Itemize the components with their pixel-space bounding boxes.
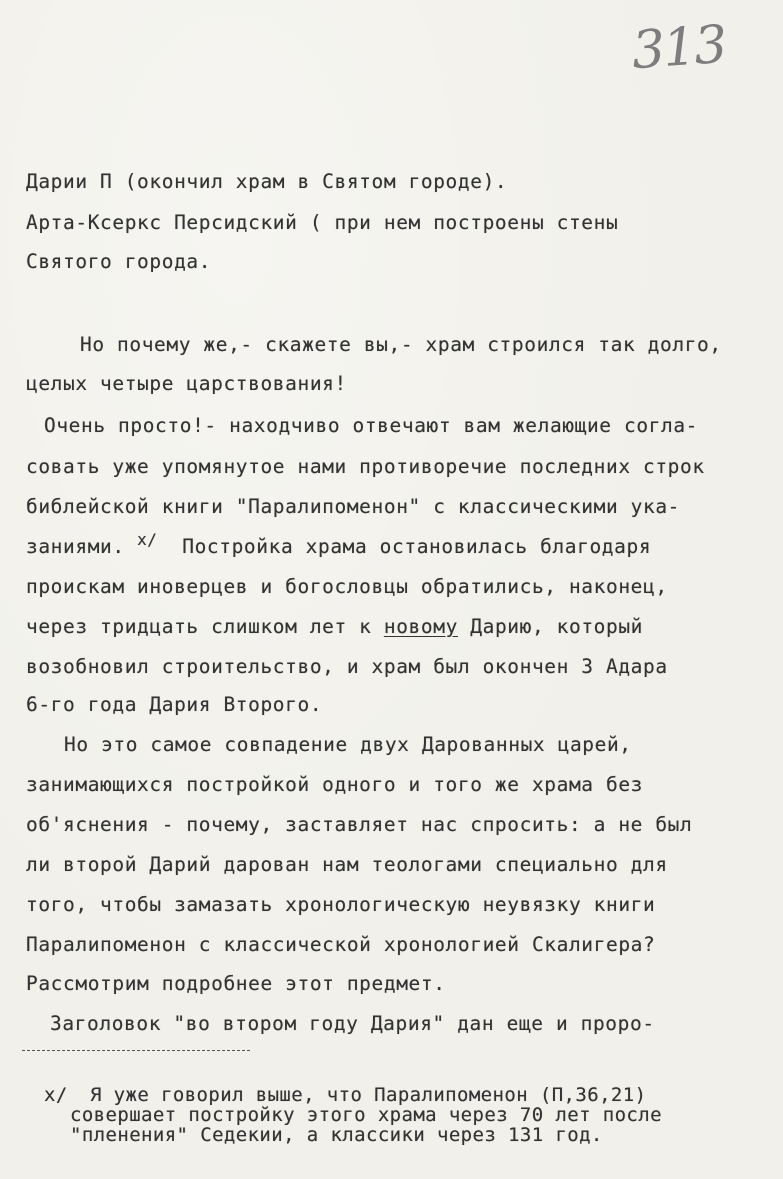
footnote-line: совершает постройку этого храма через 70 лет после bbox=[70, 1104, 662, 1126]
text-line: Святого города. bbox=[26, 250, 212, 273]
text-line: ли второй Дарий дарован нам теологами специально для bbox=[26, 853, 668, 876]
footnote-separator bbox=[22, 1050, 250, 1051]
footnote-marker: х/ bbox=[44, 1084, 68, 1106]
footnote-line: Я уже говорил выше, что Паралипоменон (П,36,21) bbox=[90, 1084, 647, 1106]
text-line: Заголовок "во втором году Дария" дан еще и проро- bbox=[50, 1012, 655, 1035]
text-line: занимающихся постройкой одного и того же храма без bbox=[26, 773, 643, 796]
text-fragment: Постройка храма остановилась благодаря bbox=[182, 535, 652, 558]
text-line: Но это самое совпадение двух Дарованных царей, bbox=[64, 733, 632, 756]
page-number: 313 bbox=[630, 14, 728, 82]
text-line: того, чтобы замазать хронологическую неувязку книги bbox=[26, 893, 656, 916]
text-line: Рассмотрим подробнее этот предмет. bbox=[26, 972, 446, 995]
text-line: Но почему же,- скажете вы,- храм строился так долго, bbox=[80, 333, 722, 356]
footnote-reference: х/ bbox=[137, 530, 158, 549]
text-line bbox=[26, 615, 643, 638]
text-fragment: Дарию, который bbox=[470, 615, 644, 638]
text-line: Дарии П (окончил храм в Святом городе). bbox=[26, 170, 508, 193]
text-fragment: через тридцать слишком лет к bbox=[26, 615, 372, 638]
text-line: Арта-Ксеркс Персидский ( при нем построены стены bbox=[26, 211, 619, 234]
text-line: совать уже упомянутое нами противоречие последних строк bbox=[26, 455, 705, 478]
text-line: возобновил строительство, и храм был окончен 3 Адара bbox=[26, 655, 668, 678]
text-line: Паралипоменон с классической хронологией Скалигера? bbox=[26, 933, 656, 956]
text-line bbox=[26, 530, 652, 558]
text-fragment: заниями. bbox=[26, 535, 125, 558]
text-line: об'яснения - почему, заставляет нас спросить: а не был bbox=[26, 813, 693, 836]
text-line: проискам иноверцев и богословцы обратились, наконец, bbox=[26, 575, 668, 598]
text-line: Очень просто!- находчиво отвечают вам желающие согла- bbox=[44, 414, 699, 437]
underlined-word: новому bbox=[383, 615, 458, 638]
footnote-line: "пленения" Седекии, а классики через 131 год. bbox=[70, 1124, 603, 1146]
text-line: целых четыре царствования! bbox=[26, 372, 347, 395]
text-line: 6-го года Дария Второго. bbox=[26, 693, 323, 716]
text-line: библейской книги "Паралипоменон" с классическими ука- bbox=[26, 495, 681, 518]
